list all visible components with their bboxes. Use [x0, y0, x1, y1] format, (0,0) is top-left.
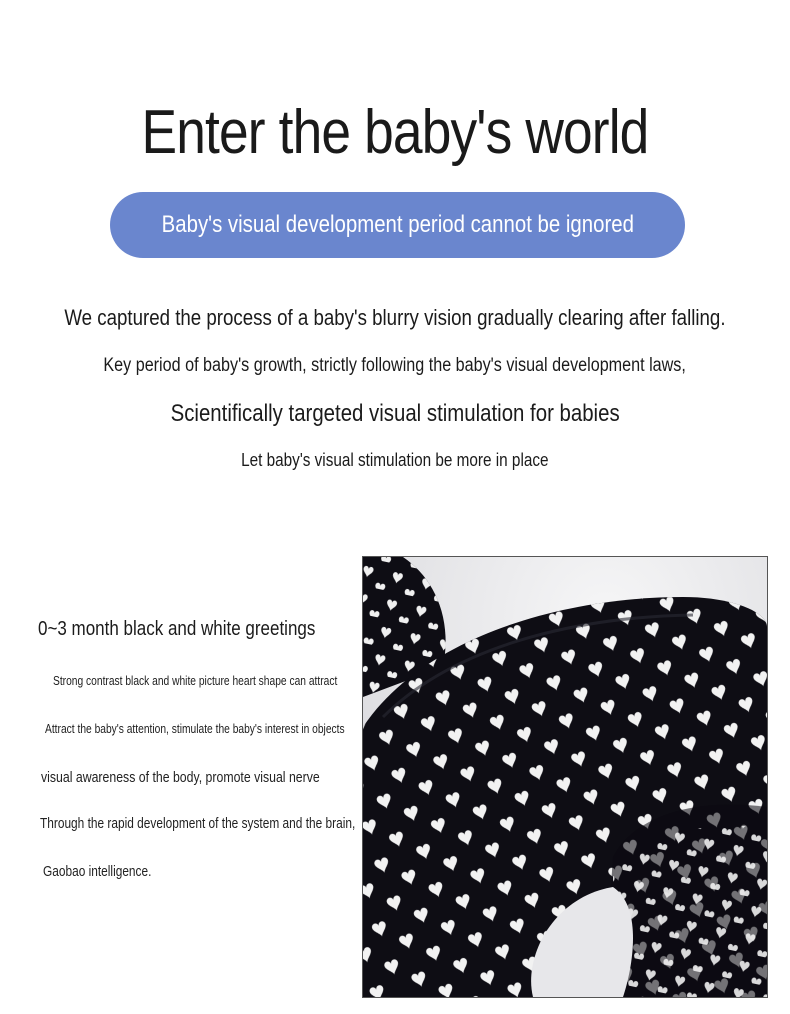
- feature-title: 0~3 month black and white greetings: [38, 618, 316, 640]
- feature-desc-4: Through the rapid development of the system and the brain,: [40, 816, 356, 832]
- feature-desc-1: Strong contrast black and white picture heart shape can attract: [53, 674, 338, 688]
- heart-fabric-image: [363, 557, 767, 997]
- banner-text: Baby's visual development period cannot be ignored: [161, 211, 634, 238]
- feature-desc-5: Gaobao intelligence.: [43, 864, 152, 880]
- feature-desc-2: Attract the baby's attention, stimulate the baby's interest in objects: [45, 722, 345, 736]
- product-photo: [362, 556, 768, 998]
- intro-line-1: We captured the process of a baby's blurry vision gradually clearing after falling.: [64, 305, 726, 330]
- intro-line-2: Key period of baby's growth, strictly following the baby's visual development laws,: [103, 355, 687, 376]
- banner-pill: [110, 192, 685, 258]
- intro-line-3: Scientifically targeted visual stimulation for babies: [170, 400, 620, 427]
- feature-desc-3: visual awareness of the body, promote visual nerve: [41, 769, 320, 786]
- intro-line-4: Let baby's visual stimulation be more in place: [241, 450, 549, 470]
- page-title: Enter the baby's world: [141, 98, 649, 167]
